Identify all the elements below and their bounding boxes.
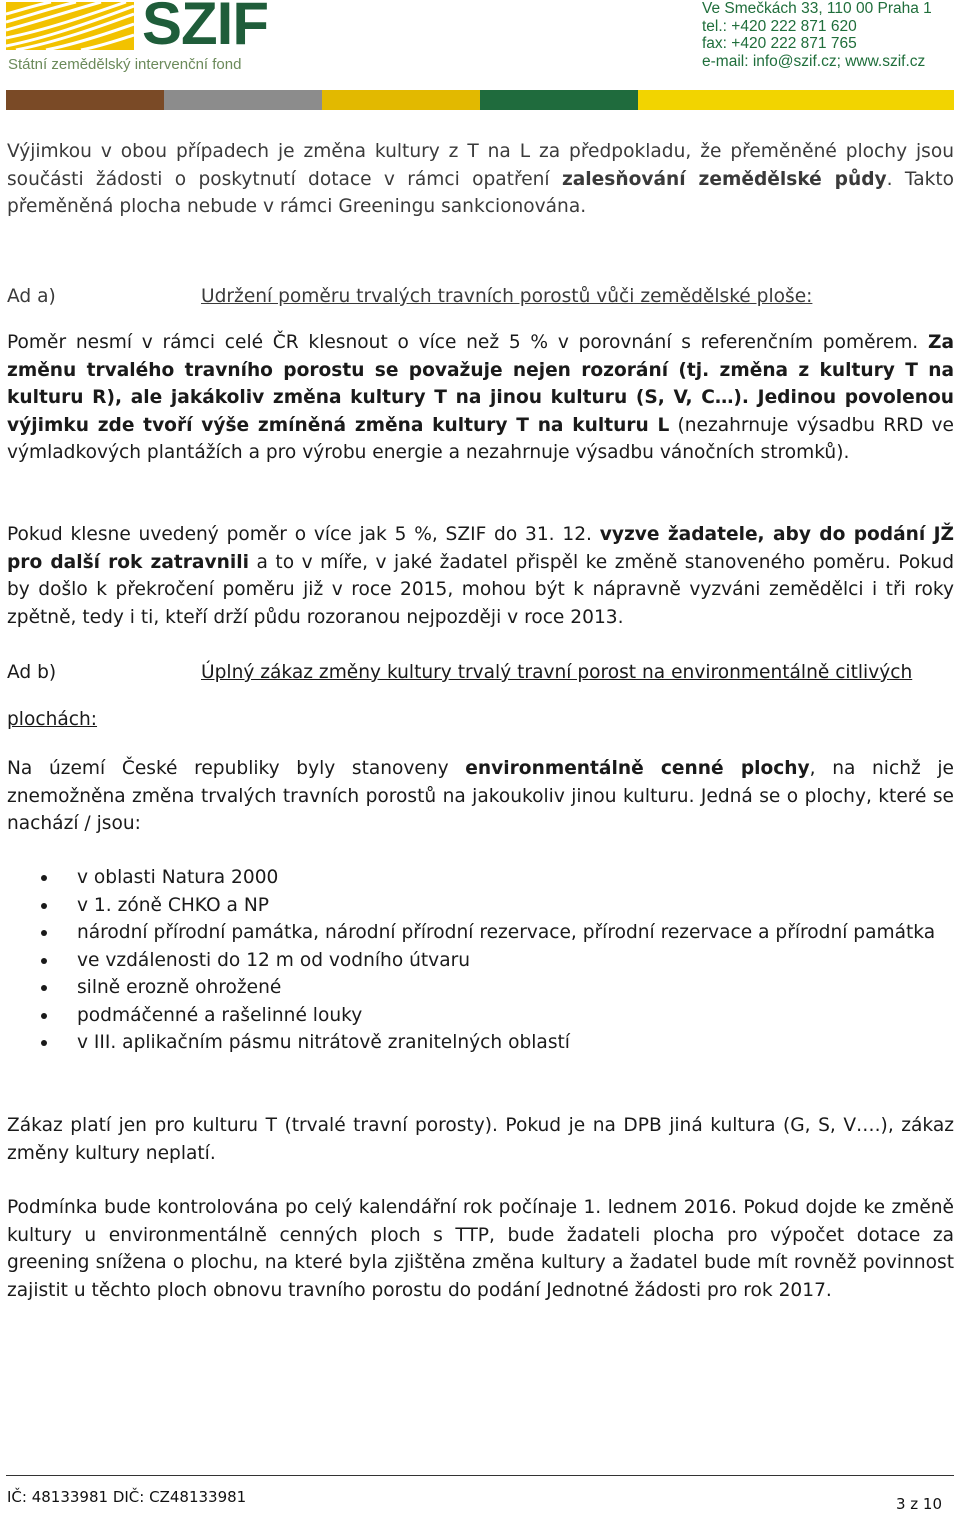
env-paragraph bbox=[7, 755, 954, 838]
ad-a-title: Udržení poměru trvalých travních porostů vůči zemědělské ploše: bbox=[201, 286, 813, 307]
decline-paragraph bbox=[7, 521, 954, 631]
list-item: silně erozně ohrožené bbox=[7, 974, 954, 1002]
ratio-bold: Za změnu trvalého travního porostu se považuje nejen rozorání (tj. změna z kultury T na kulturu R), ale jakákoliv změna kultury T na jinou kulturu (S, V, C…). Jedinou povolenou výjimku zde tvoří výše zmíněná změna kultury T na kulturu L bbox=[7, 332, 954, 436]
address: Ve Smečkách 33, 110 00 Praha 1 bbox=[702, 0, 932, 17]
fax: fax: +420 222 871 765 bbox=[702, 35, 857, 52]
bullet-icon bbox=[41, 875, 47, 881]
decline-text: Pokud klesne uvedený poměr o více jak 5 %, SZIF do 31. 12. bbox=[7, 524, 600, 545]
color-stripe-bar bbox=[6, 90, 954, 110]
env-text-end: , na nichž je znemožněna změna trvalých travních porostů na jakoukoliv jinou kulturu. Jedná se o plochy, které se nachází / jsou: bbox=[7, 758, 954, 834]
footer-company-ids: IČ: 48133981 DIČ: CZ48133981 bbox=[7, 1488, 247, 1506]
bar-segment-yellow bbox=[322, 90, 480, 110]
letterhead bbox=[0, 0, 960, 112]
ratio-paragraph bbox=[7, 329, 954, 467]
bar-segment-light-yellow bbox=[638, 90, 954, 110]
ad-b-title: Úplný zákaz změny kultury trvalý travní porost na environmentálně citlivých bbox=[201, 662, 913, 683]
ad-a-label: Ad a) bbox=[7, 286, 56, 307]
list-item: v oblasti Natura 2000 bbox=[7, 864, 954, 892]
ratio-text-end: (nezahrnuje výsadbu RRD ve výmladkových plantážích a pro výrobu energie a nezahrnuje výsadbu vánočních stromků). bbox=[7, 414, 954, 463]
logo-subtitle: Státní zemědělský intervenční fond bbox=[8, 56, 242, 73]
bullet-icon bbox=[41, 985, 47, 991]
intro-paragraph bbox=[7, 138, 954, 221]
bullet-icon bbox=[41, 903, 47, 909]
phone: tel.: +420 222 871 620 bbox=[702, 17, 857, 35]
wheat-field-icon bbox=[6, 2, 134, 50]
decline-text-end: a to v míře, v jaké žadatel přispěl ke změně stanoveného poměru. Pokud by došlo k překročení poměru již v roce 2015, mohou být k nápravně vyzváni zemědělci i tři roky zpětně, tedy i ti, kteří drží půdu rozoranou nejpozději v roce 2013. bbox=[7, 551, 954, 628]
intro-bold: zalesňování zemědělské půdy bbox=[561, 168, 887, 190]
list-item: podmáčenné a rašelinné louky bbox=[7, 1002, 954, 1030]
ratio-text: Poměr nesmí v rámci celé ČR klesnout o více než 5 % v porovnání s referenčním poměrem. bbox=[7, 332, 928, 353]
list-item: ve vzdálenosti do 12 m od vodního útvaru bbox=[7, 947, 954, 975]
bullet-icon bbox=[41, 930, 47, 936]
logo-wordmark: SZIF bbox=[142, 0, 268, 57]
list-item: v III. aplikačním pásmu nitrátově zranitelných oblastí bbox=[7, 1029, 954, 1057]
decline-bold: vyzve žadatele, aby do podání JŽ pro další rok zatravnili bbox=[7, 524, 954, 573]
page-number: 3 z 10 bbox=[895, 1495, 942, 1513]
ad-b-label: Ad b) bbox=[7, 662, 57, 683]
footer-divider bbox=[6, 1475, 954, 1476]
ban-paragraph: Zákaz platí jen pro kulturu T (trvalé travní porosty). Pokud je na DPB jiná kultura (G, S, V….), zákaz změny kultury neplatí. bbox=[7, 1115, 954, 1164]
env-text: Na území České republiky byly stanoveny bbox=[7, 758, 466, 779]
env-bold: environmentálně cenné plochy bbox=[465, 758, 810, 779]
szif-logo bbox=[6, 2, 268, 72]
list-item: v 1. zóně CHKO a NP bbox=[7, 892, 954, 920]
email-web[interactable]: e-mail: info@szif.cz; www.szif.cz bbox=[702, 52, 926, 70]
ad-b-title-cont: plochách: bbox=[7, 709, 98, 730]
intro-text-end: . Takto přeměněná plocha nebude v rámci Greeningu sankcionována. bbox=[7, 168, 955, 217]
contact-block bbox=[702, 0, 952, 70]
condition-paragraph: Podmínka bude kontrolována po celý kalendářní rok počínaje 1. lednem 2016. Pokud dojde ke změně kultury u environmentálně cenných ploch s TTP, bude žadateli plocha pro výpočet dotace za greening snížena o plochu, na které byla zjištěna změna kultury a žadatel bude mít rovněž povinnost zajistit u těchto ploch obnovu travního porostu do podání Jednotné žádosti pro rok 2017. bbox=[7, 1197, 954, 1301]
bullet-icon bbox=[41, 1040, 47, 1046]
bar-segment-grey bbox=[164, 90, 322, 110]
list-item: národní přírodní památka, národní přírodní rezervace, přírodní rezervace a přírodní památka bbox=[7, 919, 954, 947]
bar-segment-green bbox=[480, 90, 638, 110]
bullet-icon bbox=[41, 958, 47, 964]
bar-segment-brown bbox=[6, 90, 164, 110]
bullet-list bbox=[7, 864, 954, 1057]
bullet-icon bbox=[41, 1013, 47, 1019]
intro-text: Výjimkou v obou případech je změna kultury z T na L za předpokladu, že přeměněné plochy jsou součásti žádosti o poskytnutí dotace v rámci opatření bbox=[7, 141, 954, 190]
